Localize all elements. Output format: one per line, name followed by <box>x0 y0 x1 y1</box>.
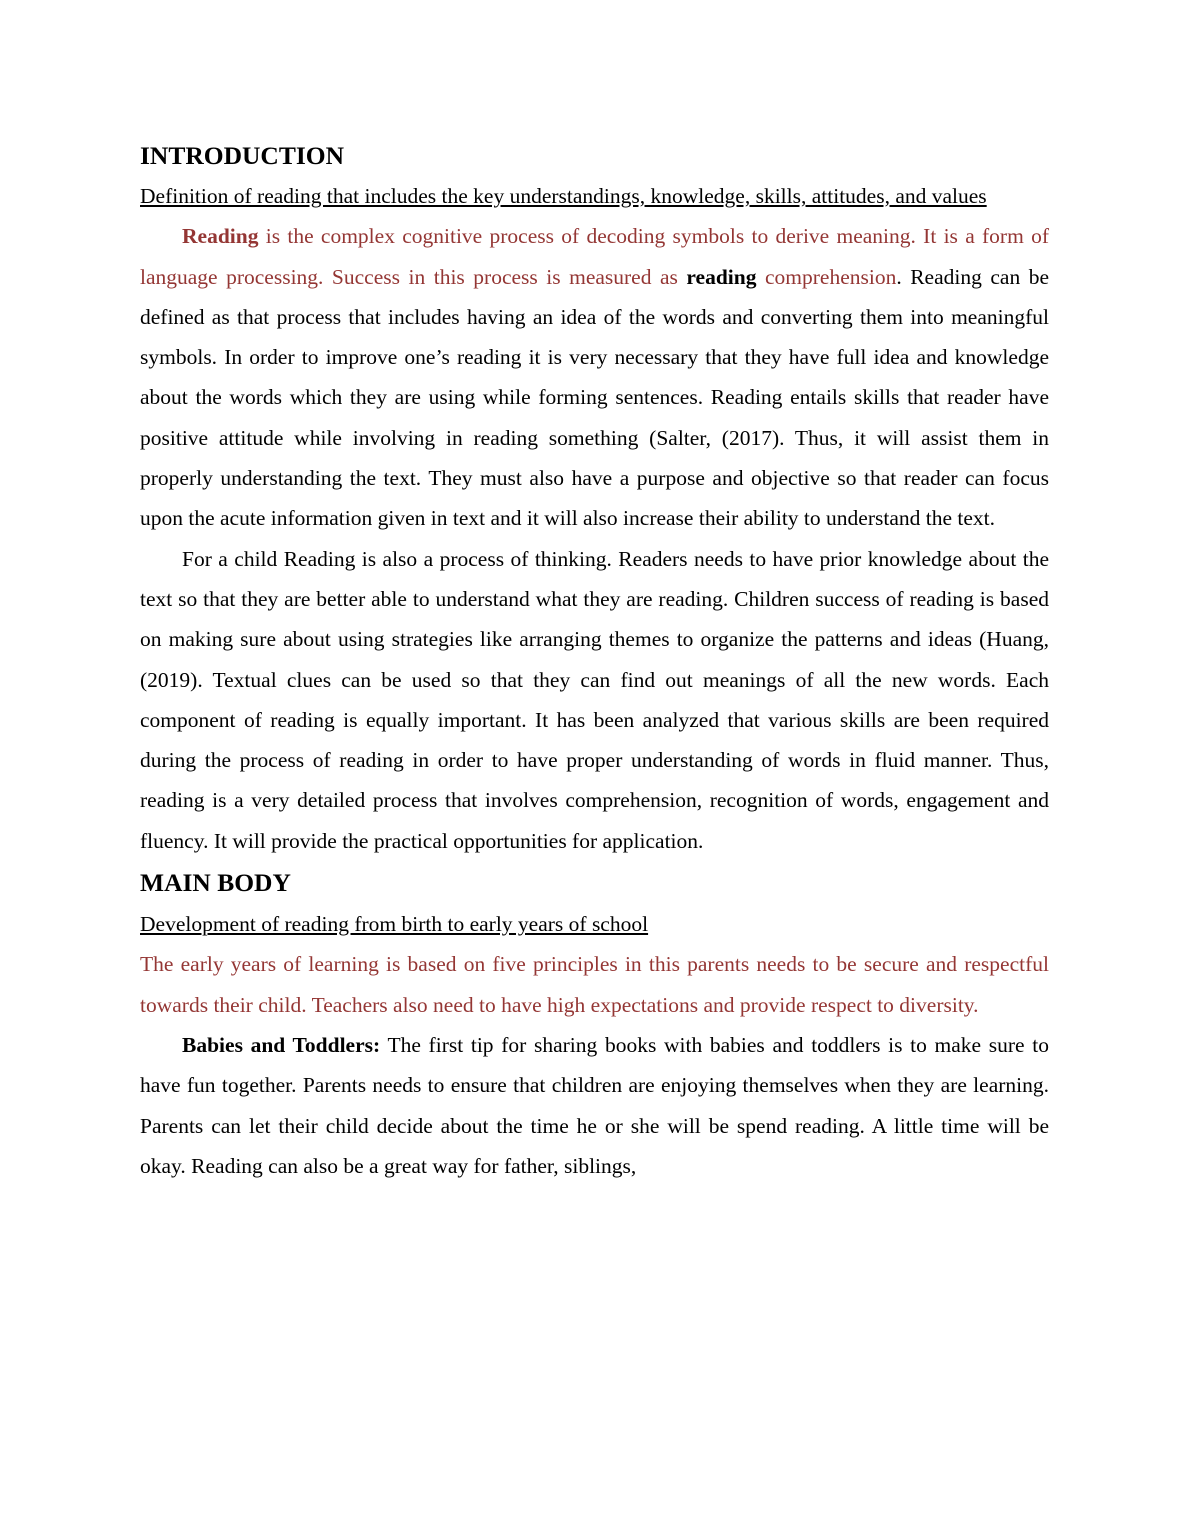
introduction-subheading: Definition of reading that includes the key understandings, knowledge, skills, attitudes, and values <box>140 184 987 208</box>
main-body-principles-paragraph: The early years of learning is based on five principles in this parents needs to be secure and respectful towards their child. Teachers also need to have high expectations and provide respect to diversity. <box>140 952 1049 1017</box>
introduction-heading: INTRODUCTION <box>140 141 345 170</box>
main-body-heading: MAIN BODY <box>140 868 291 898</box>
introduction-paragraph-2: For a child Reading is also a process of thinking. Readers needs to have prior knowledge about the text so that they are better able to understand what they are reading. Children success of reading is based on making sure about using strategies like arranging themes to organize the patterns and ideas (Huang, (2019). Textual clues can be used so that they can find out meanings of all the new words. Each component of reading is equally important. It has been analyzed that various skills are been required during the process of reading in order to have proper understanding of words in fluid manner. Thus, reading is a very detailed process that involves comprehension, recognition of words, engagement and fluency. It will provide the practical opportunities for application. <box>140 546 1049 853</box>
babies-toddlers-paragraph <box>140 1025 1049 1186</box>
reading-term-bold-2: reading <box>686 264 757 289</box>
main-body-subheading: Development of reading from birth to early years of school <box>140 912 649 937</box>
definition-text: is the complex cognitive process of decoding symbols to derive meaning. It is a form of language processing. Success in this process is measured as <box>140 224 1049 289</box>
document-page <box>140 138 1049 1186</box>
babies-toddlers-text: The first tip for sharing books with babies and toddlers is to make sure to have fun together. Parents needs to ensure that children are enjoying themselves when they are learning. Parents can let their child decide about the time he or she will be spend reading. A little time will be okay. Reading can also be a great way for father, siblings, <box>140 1032 1049 1178</box>
reading-term-bold: Reading <box>182 224 259 249</box>
definition-text-2: comprehension <box>756 264 897 289</box>
introduction-paragraph-1 <box>140 216 1049 538</box>
paragraph-body-text: . Reading can be defined as that process that includes having an idea of the words and converting them into meaningful symbols. In order to improve one’s reading it is very necessary that they have full idea and knowledge about the words which they are using while forming sentences. Reading entails skills that reader have positive attitude while involving in reading something (Salter, (2017). Thus, it will assist them in properly understanding the text. They must also have a purpose and objective so that reader can focus upon the acute information given in text and it will also increase their ability to understand the text. <box>140 264 1049 531</box>
babies-toddlers-label: Babies and Toddlers: <box>182 1032 381 1057</box>
